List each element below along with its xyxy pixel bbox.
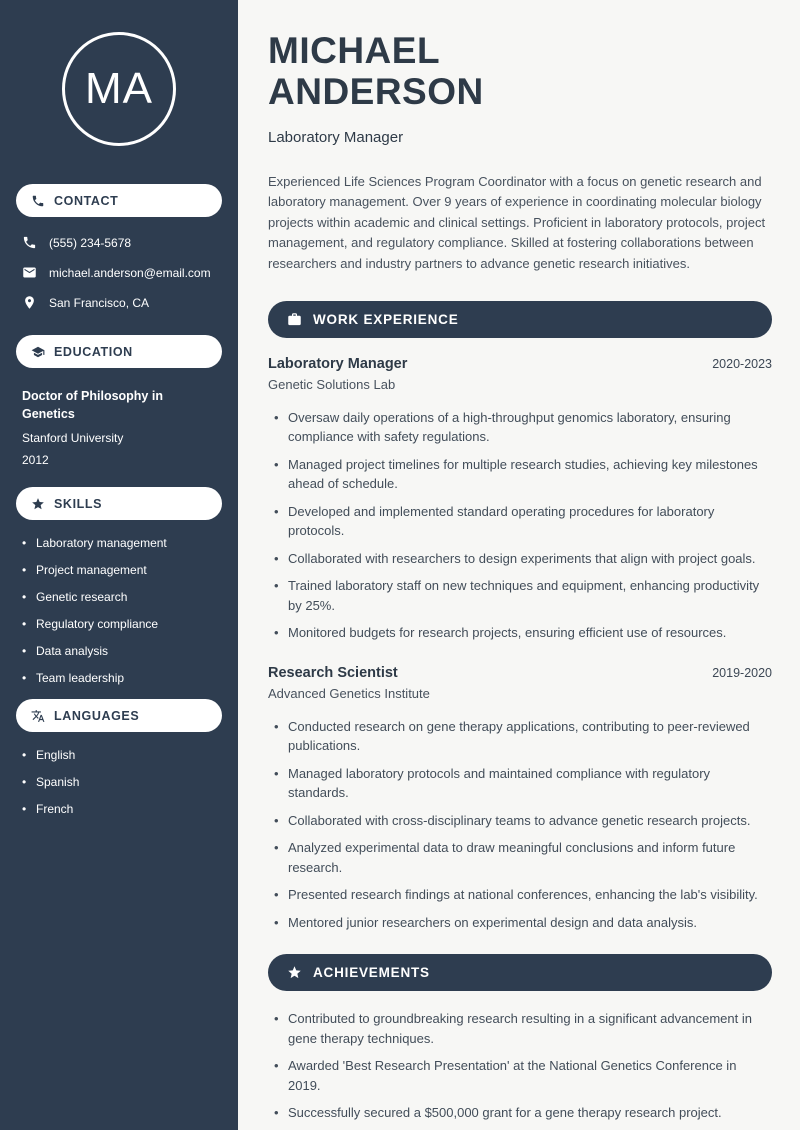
education-entry <box>16 384 222 487</box>
job-bullet: • Trained laboratory staff on new techniques and equipment, enhancing productivity by 25%. <box>274 576 772 615</box>
sidebar <box>0 0 238 1130</box>
job-dates: 2019-2020 <box>712 665 772 680</box>
contact-phone <box>22 235 216 250</box>
languages-section-header <box>16 699 222 732</box>
skill-item: • Team leadership <box>22 671 216 685</box>
job-bullet: • Conducted research on gene therapy applications, contributing to peer-reviewed publications. <box>274 717 772 756</box>
achievements-header <box>268 954 772 991</box>
work-experience-title: WORK EXPERIENCE <box>313 311 459 327</box>
briefcase-icon <box>287 312 302 327</box>
job-bullet: • Collaborated with researchers to design experiments that align with project goals. <box>274 549 772 569</box>
achievement-bullet: • Awarded 'Best Research Presentation' at the National Genetics Conference in 2019. <box>274 1056 772 1095</box>
skill-item: • Genetic research <box>22 590 216 604</box>
education-school: Stanford University <box>22 431 124 445</box>
main-content <box>238 0 800 1130</box>
language-item: • Spanish <box>22 775 216 789</box>
job-bullet: • Managed laboratory protocols and maintained compliance with regulatory standards. <box>274 764 772 803</box>
location-text: San Francisco, CA <box>49 295 150 310</box>
skill-item: • Project management <box>22 563 216 577</box>
job-entry-1 <box>268 356 772 643</box>
job-head <box>268 356 772 372</box>
summary-text: Experienced Life Sciences Program Coordinator with a focus on genetic research and laboratory management. Over 9 years of experience in coordinating molecular biology projects within academic and clinical settings. Proficient in laboratory protocols, project management, and regulatory compliance. Skilled at fostering collaborations between researchers and industry partners to advance genetic research initiatives. <box>268 173 766 271</box>
skills-section-title: SKILLS <box>54 496 103 511</box>
language-item: • English <box>22 748 216 762</box>
graduation-cap-icon <box>31 345 45 359</box>
translate-icon <box>31 709 45 723</box>
languages-list <box>16 748 222 816</box>
email-icon <box>22 265 37 280</box>
skill-item: • Regulatory compliance <box>22 617 216 631</box>
avatar-initials: MA <box>85 64 153 113</box>
contact-email <box>22 265 216 280</box>
contact-rows <box>16 233 222 335</box>
job-title: Research Scientist <box>268 664 398 681</box>
job-bullet-list <box>268 717 772 933</box>
location-pin-icon <box>22 295 37 310</box>
achievements-title: ACHIEVEMENTS <box>313 965 430 981</box>
job-bullet-list <box>268 408 772 643</box>
achievement-bullet: • Contributed to groundbreaking research resulting in a significant advancement in gene therapy techniques. <box>274 1009 772 1048</box>
skills-section-header <box>16 487 222 520</box>
star-icon <box>31 497 45 511</box>
contact-section-title: CONTACT <box>54 193 119 208</box>
candidate-last-name: ANDERSON <box>268 71 484 113</box>
job-bullet: • Mentored junior researchers on experimental design and data analysis. <box>274 913 772 933</box>
skills-list <box>16 536 222 685</box>
job-bullet: • Managed project timelines for multiple research studies, achieving key milestones ahead of schedule. <box>274 455 772 494</box>
phone-number: (555) 234-5678 <box>49 235 132 250</box>
job-dates: 2020-2023 <box>712 356 772 371</box>
job-company: Advanced Genetics Institute <box>268 685 430 701</box>
job-bullet: • Monitored budgets for research projects, ensuring efficient use of resources. <box>274 623 772 643</box>
job-title: Laboratory Manager <box>268 355 408 372</box>
phone-icon <box>31 194 45 208</box>
job-bullet: • Presented research findings at national conferences, enhancing the lab's visibility. <box>274 885 772 905</box>
language-item: • French <box>22 802 216 816</box>
languages-section-title: LANGUAGES <box>54 708 140 723</box>
contact-location <box>22 295 216 310</box>
email-address: michael.anderson@email.com <box>49 265 211 280</box>
education-section-title: EDUCATION <box>54 344 133 359</box>
achievements-list <box>268 1009 772 1123</box>
job-bullet: • Analyzed experimental data to draw meaningful conclusions and inform future research. <box>274 838 772 877</box>
skill-item: • Data analysis <box>22 644 216 658</box>
contact-section-header <box>16 184 222 217</box>
job-head <box>268 665 772 681</box>
work-experience-header <box>268 301 772 338</box>
star-icon <box>287 965 302 980</box>
phone-icon <box>22 235 37 250</box>
education-year: 2012 <box>22 453 49 467</box>
achievement-bullet: • Successfully secured a $500,000 grant for a gene therapy research project. <box>274 1103 772 1123</box>
job-bullet: • Oversaw daily operations of a high-throughput genomics laboratory, ensuring compliance with safety regulations. <box>274 408 772 447</box>
candidate-title: Laboratory Manager <box>268 128 404 146</box>
job-bullet: • Developed and implemented standard operating procedures for laboratory protocols. <box>274 502 772 541</box>
skill-item: • Laboratory management <box>22 536 216 550</box>
job-entry-2 <box>268 665 772 933</box>
job-bullet: • Collaborated with cross-disciplinary teams to advance genetic research projects. <box>274 811 772 831</box>
education-section-header <box>16 335 222 368</box>
education-degree: Doctor of Philosophy in Genetics <box>22 389 163 421</box>
avatar <box>62 32 176 146</box>
job-company: Genetic Solutions Lab <box>268 376 396 392</box>
candidate-first-name: MICHAEL <box>268 30 441 71</box>
candidate-name <box>268 30 772 113</box>
